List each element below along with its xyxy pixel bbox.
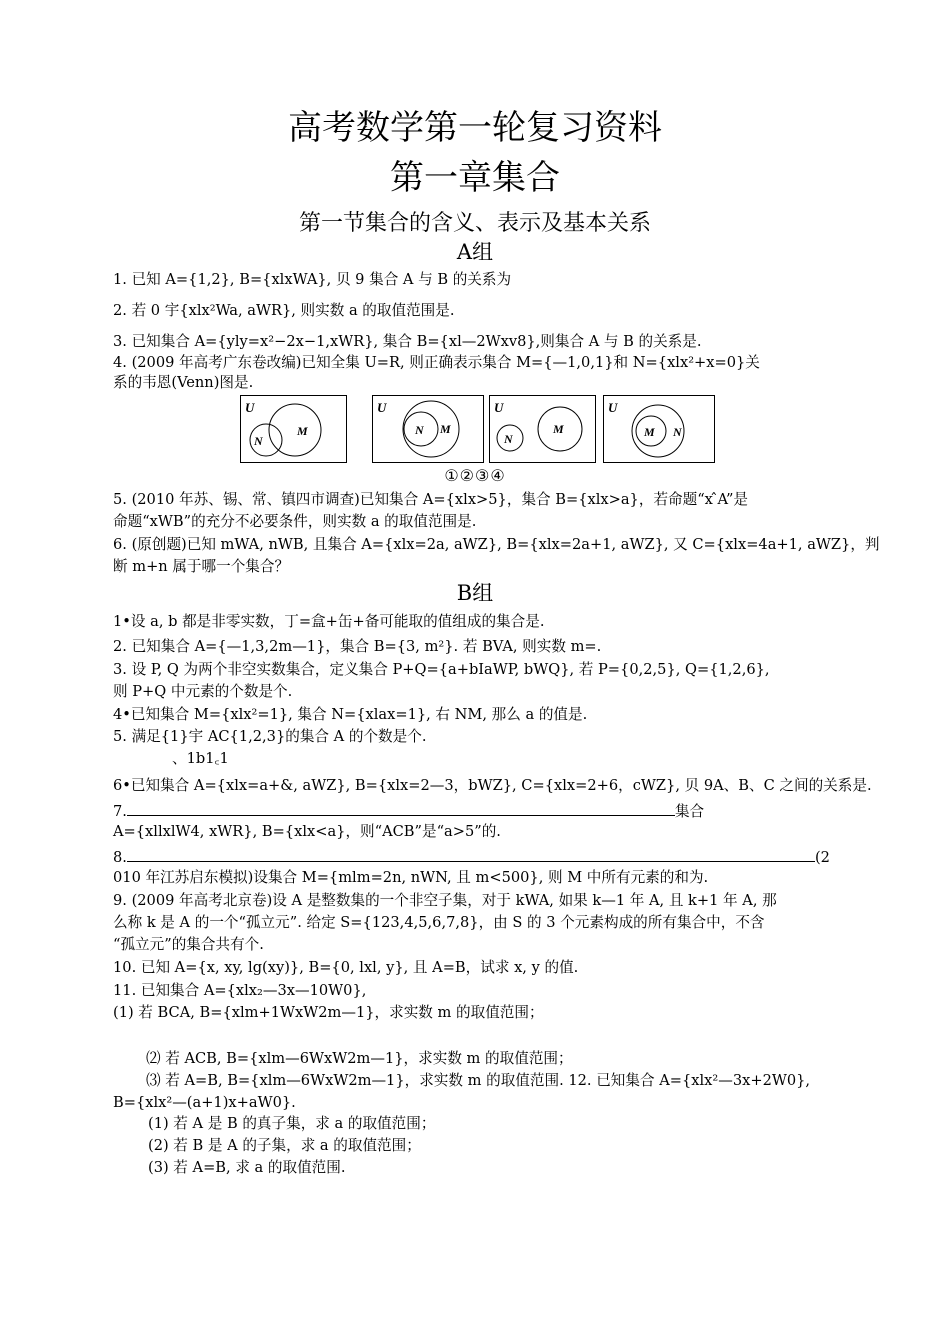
question-b11-part2: ⑵ 若 ACB, B={xlm—6WxW2m—1}，求实数 m 的取值范围； bbox=[146, 1050, 573, 1067]
venn-diagram-1 bbox=[240, 395, 347, 463]
chapter-title: 第一章集合 bbox=[390, 158, 560, 198]
question-b7-number: 7. bbox=[113, 803, 127, 820]
question-b1: 1•设 a, b 都是非零实数，丁=盒+缶+备可能取的值组成的集合是. bbox=[113, 613, 545, 630]
venn-label-u: U bbox=[245, 400, 255, 415]
venn-label-n: N bbox=[504, 432, 513, 446]
venn-label-m: M bbox=[553, 422, 564, 436]
group-a-heading: A组 bbox=[456, 240, 494, 264]
document-title: 高考数学第一轮复习资料 bbox=[288, 108, 662, 148]
venn-diagram-4 bbox=[603, 395, 715, 463]
question-b11-part3: ⑶ 若 A=B, B={xlm—6WxW2m—1}，求实数 m 的取值范围. 12. 已知集合 A={xlx²—3x+2W0}, bbox=[146, 1072, 811, 1089]
venn-diagram-3 bbox=[489, 395, 596, 463]
question-a2: 2. 若 0 宇{xlx²Wa, aWR}, 则实数 a 的取值范围是. bbox=[113, 302, 455, 319]
question-b8-number: 8. bbox=[113, 849, 127, 866]
venn-label-n: N bbox=[673, 425, 682, 439]
group-b-heading: B组 bbox=[456, 581, 494, 605]
venn-label-u: U bbox=[608, 400, 618, 415]
question-b8-line2: 010 年江苏启东模拟)设集合 M={mlm=2n, nWN, 且 m<500}, 则 M 中所有元素的和为. bbox=[113, 869, 709, 886]
question-b11-part1: (1) 若 BCA, B={xlm+1WxW2m—1}，求实数 m 的取值范围； bbox=[113, 1004, 544, 1021]
venn-label-m: M bbox=[644, 425, 655, 439]
question-b5-note: 、1b1꜀1 bbox=[172, 750, 229, 767]
question-b9-line3: “孤立元”的集合共有个. bbox=[113, 936, 264, 953]
question-a3: 3. 已知集合 A={yly=x²−2x−1,xWR}, 集合 B={xl—2Wxv8},则集合 A 与 B 的关系是. bbox=[113, 333, 702, 350]
question-b12-part1: (1) 若 A 是 B 的真子集，求 a 的取值范围； bbox=[148, 1115, 436, 1132]
question-b9-line1: 9. (2009 年高考北京卷)设 A 是整数集的一个非空子集，对于 kWA, 如果 k—1 年 A, 且 k+1 年 A, 那 bbox=[113, 892, 777, 909]
question-b12-part2: (2) 若 B 是 A 的子集，求 a 的取值范围； bbox=[148, 1137, 421, 1154]
question-b10: 10. 已知 A={x, xy, lg(xy)}, B={0, lxl, y}, 且 A=B，试求 x, y 的值. bbox=[113, 959, 579, 976]
question-b7-tail: 集合 bbox=[674, 803, 705, 820]
section-title: 第一节集合的含义、表示及基本关系 bbox=[298, 211, 651, 236]
venn-label-m: M bbox=[440, 422, 451, 436]
question-a6-line2: 断 m+n 属于哪一个集合？ bbox=[113, 558, 290, 575]
question-b11: 11. 已知集合 A={xlx₂—3x—10W0}, bbox=[113, 982, 367, 999]
question-a4-line1: 4. (2009 年高考广东卷改编)已知全集 U=R, 则正确表示集合 M={—1,0,1}和 N={xlx²+x=0}关 bbox=[113, 354, 760, 371]
question-b8-tail: (2 bbox=[814, 849, 830, 866]
venn-label-m: M bbox=[297, 424, 308, 438]
question-b6: 6•已知集合 A={xlx=a+&, aWZ}, B={xlx=2—3，bWZ}, C={xlx=2+6，cWZ}, 贝 9A、B、C 之间的关系是. bbox=[113, 777, 872, 794]
venn-option-numbers: ①②③④ bbox=[444, 466, 506, 485]
question-b5: 5. 满足{1}宇 AC{1,2,3}的集合 A 的个数是个. bbox=[113, 728, 427, 745]
question-a1: 1. 已知 A={1,2}, B={xlxWA}, 贝 9 集合 A 与 B 的关系为 bbox=[113, 271, 512, 288]
question-b8-line1 bbox=[113, 847, 830, 867]
answer-blank bbox=[127, 801, 675, 816]
question-b3-line2: 则 P+Q 中元素的个数是个. bbox=[113, 683, 293, 700]
venn-label-u: U bbox=[494, 400, 504, 415]
question-b12-part3: (3) 若 A=B, 求 a 的取值范围. bbox=[148, 1159, 346, 1176]
question-b3-line1: 3. 设 P, Q 为两个非空实数集合，定义集合 P+Q={a+bIaWP, bWQ}, 若 P={0,2,5}, Q={1,2,6}, bbox=[113, 661, 770, 678]
question-b12-set-b: B={xlx²—(a+1)x+aW0}. bbox=[113, 1094, 296, 1111]
question-b2: 2. 已知集合 A={—1,3,2m—1}，集合 B={3, m²}. 若 BVA, 则实数 m=. bbox=[113, 638, 602, 655]
question-a5-line2: 命题“xWB”的充分不必要条件，则实数 a 的取值范围是. bbox=[113, 513, 477, 530]
question-b9-line2: 么称 k 是 A 的一个“孤立元”. 给定 S={123,4,5,6,7,8}，由 S 的 3 个元素构成的所有集合中，不含 bbox=[113, 914, 765, 931]
question-b4: 4•已知集合 M={xlx²=1}, 集合 N={xlax=1}, 右 NM, 那么 a 的值是. bbox=[113, 706, 588, 723]
venn-label-n: N bbox=[254, 434, 263, 448]
question-b7-line2: A={xllxlW4, xWR}, B={xlx<a}，则“ACB”是“a>5”的. bbox=[113, 823, 501, 840]
venn-label-u: U bbox=[377, 400, 387, 415]
question-a5-line1: 5. (2010 年苏、锡、常、镇四市调查)已知集合 A={xlx>5}，集合 B={xlx>a}，若命题“x ̂A”是 bbox=[113, 491, 749, 508]
answer-blank bbox=[127, 847, 815, 862]
question-b7-line1 bbox=[113, 801, 704, 821]
venn-label-n: N bbox=[415, 423, 424, 437]
question-a4-line2: 系的韦恩(Venn)图是. bbox=[113, 374, 254, 391]
question-a6-line1: 6. (原创题)已知 mWA, nWB, 且集合 A={xlx=2a, aWZ}, B={xlx=2a+1, aWZ}, 又 C={xlx=4a+1, aWZ}，判 bbox=[113, 536, 880, 553]
venn-diagram-2 bbox=[372, 395, 484, 463]
